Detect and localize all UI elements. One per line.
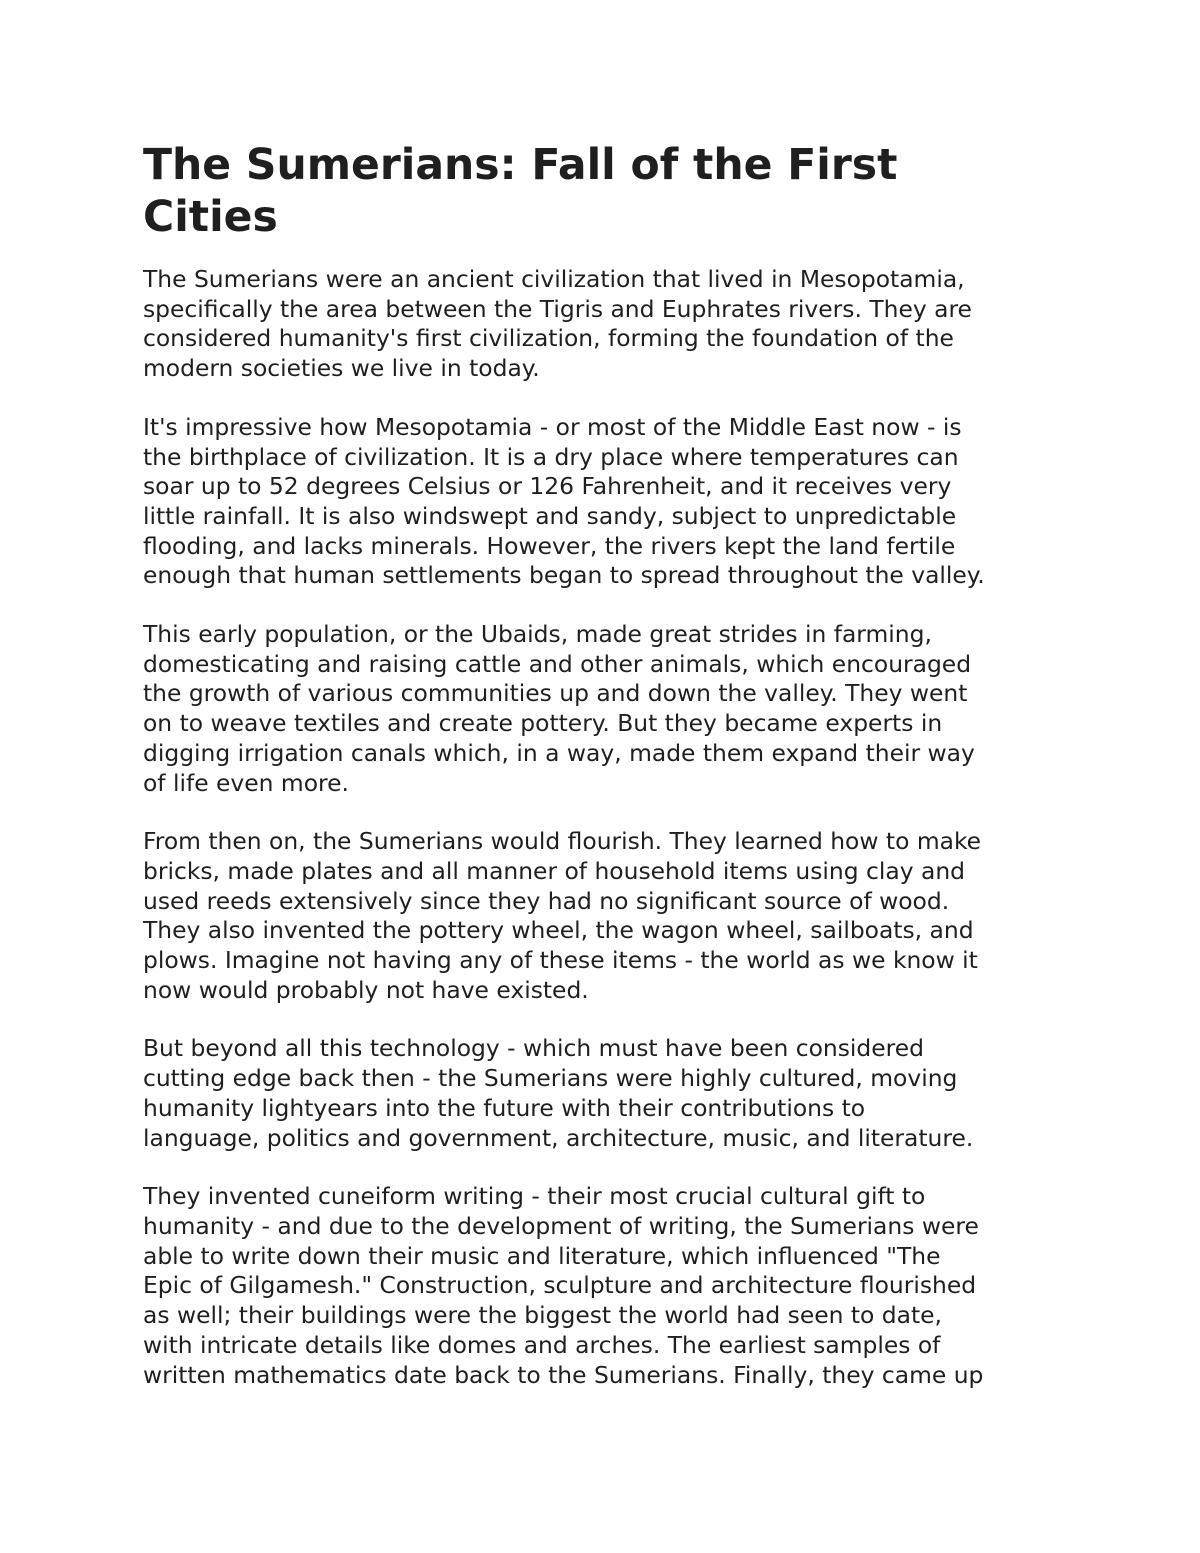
paragraph-2: It's impressive how Mesopotamia - or most of the Middle East now - is the birthplace of civilization. It is a dry place where temperatures can soar up to 52 degrees Celsius or 126 Fahrenheit, and it receives very little rainfall. It is also windswept and sandy, subject to unpredictable flooding, and lacks minerals. However, the rivers kept the land fertile enough that human settlements began to spread throughout the valley. (143, 412, 985, 590)
paragraph-6: They invented cuneiform writing - their most crucial cultural gift to humanity - and due to the development of writing, the Sumerians were able to write down their music and literature, which influenced "The Epic of Gilgamesh." Construction, sculpture and architecture flourished as well; their buildings were the biggest the world had seen to date, with intricate details like domes and arches. The earliest samples of written mathematics date back to the Sumerians. Finally, they came up (143, 1182, 984, 1389)
paragraph-1: The Sumerians were an ancient civilization that lived in Mesopotamia, specifically the area between the Tigris and Euphrates rivers. They are considered humanity's first civilization, forming the foundation of the modern societies we live in today. (143, 265, 972, 383)
paragraph-5: But beyond all this technology - which must have been considered cutting edge back then - the Sumerians were highly cultured, moving humanity lightyears into the future with their contributions to language, politics and government, architecture, music, and literature. (143, 1034, 974, 1152)
document-title: The Sumerians: Fall of the First Cities (143, 141, 898, 242)
paragraph-4: From then on, the Sumerians would flourish. They learned how to make bricks, made plates and all manner of household items using clay and used reeds extensively since they had no significant source of wood. They also invented the pottery wheel, the wagon wheel, sailboats, and plows. Imagine not having any of these items - the world as we know it now would probably not have existed. (143, 827, 982, 1004)
paragraph-3: This early population, or the Ubaids, made great strides in farming, domesticating and raising cattle and other animals, which encouraged the growth of various communities up and down the valley. They went on to weave textiles and create pottery. But they became experts in digging irrigation canals which, in a way, made them expand their way of life even more. (143, 620, 975, 797)
